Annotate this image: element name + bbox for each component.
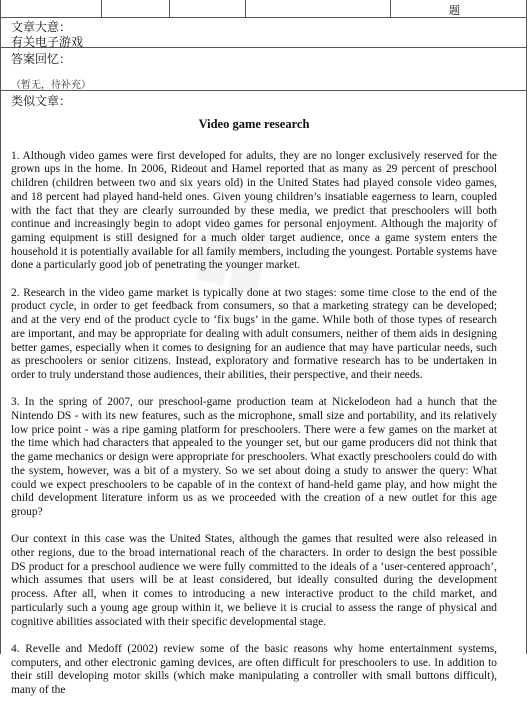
recall-section (1, 48, 526, 91)
article-body (11, 118, 497, 711)
paragraph: 3. In the spring of 2007, our preschool-game production team at Nickelodeon had a hunch that the Nintendo DS - with its new features, such as the microphone, small size and portability, and its relatively low price point - was a ripe gaming platform for preschoolers. There were a few games on the market at the time which had characters that appealed to the younger set, but our game producers did not think that the game mechanics or design were appropriate for preschoolers. What exactly preschoolers could do with the system, however, was a bit of a mystery. So we set about doing a study to answer the query: What could we expect preschoolers to be capable of in the context of hand-held game play, and how might the child development literature inform us as we proceeded with the creation of a new outlet for this age group? (11, 396, 497, 518)
paragraph: 1. Although video games were first developed for adults, they are no longer exclusively reserved for the grown ups in the home. In 2006, Rideout and Hamel reported that as many as 29 percent of preschool children (children between two and six years old) in the United States had played console video games, and 18 percent had played hand-held ones. Given young children’s insatiable eagerness to learn, coupled with the fact that they are clearly surrounded by these media, we predict that preschoolers will both continue and increasingly begin to adopt video games for personal enjoyment. Although the majority of gaming equipment is still designed for a much older target audience, once a game system enters the household it is potentially available for all family members, including the youngest. Portable systems have done a particularly good job of penetrating the younger market. (11, 149, 497, 272)
paragraph: 4. Revelle and Medoff (2002) review some of the basic reasons why home entertainment systems, computers, and other electronic gaming devices, are often difficult for preschoolers to use. In addition to their still developing motor skills (which make manipulating a controller with small buttons difficult), many of the (11, 642, 497, 697)
paragraph: 2. Research in the video game market is typically done at two stages: some time close to the end of the product cycle, in order to get feedback from consumers, so that a marketing strategy can be developed; and at the very end of the product cycle to ‘fix bugs’ in the game. While both of those types of research are important, and may be appropriate for dealing with adult consumers, neither of them aids in designing better games, especially when it comes to designing for an audience that may have particular needs, such as preschoolers or senior citizens. Instead, exploratory and formative research has to be undertaken in order to truly understand those audiences, their abilities, their perspective, and their needs. (11, 286, 497, 381)
recall-value: （暂无，待补充） (11, 80, 91, 91)
similar-label: 类似文章： (11, 94, 72, 108)
table-cell (169, 0, 246, 17)
gist-value: 有关电子游戏 (11, 35, 84, 49)
table-cell (245, 0, 391, 17)
gist-section (1, 17, 526, 48)
recall-label: 答案回忆： (11, 52, 72, 66)
paragraph: Our context in this case was the United States, although the games that resulted were also released in other regions, due to the broad international reach of the characters. In order to design the best possible DS product for a preschool audience we were fully committed to the ideals of a ‘user-centered approach’, which assumes that users will be at least considered, but ideally consulted during the development process. After all, when it comes to introducing a new interactive product to the child market, and particularly such a young age group within it, we believe it is crucial to assess the range of physical and cognitive abilities associated with their specific developmental stage. (11, 533, 497, 628)
table-cell (101, 0, 170, 17)
gist-label: 文章大意： (11, 20, 72, 34)
article-title: Video game research (198, 117, 310, 131)
top-row-text: 题 (449, 4, 460, 17)
top-table-row (1, 0, 526, 18)
table-cell (1, 0, 102, 17)
